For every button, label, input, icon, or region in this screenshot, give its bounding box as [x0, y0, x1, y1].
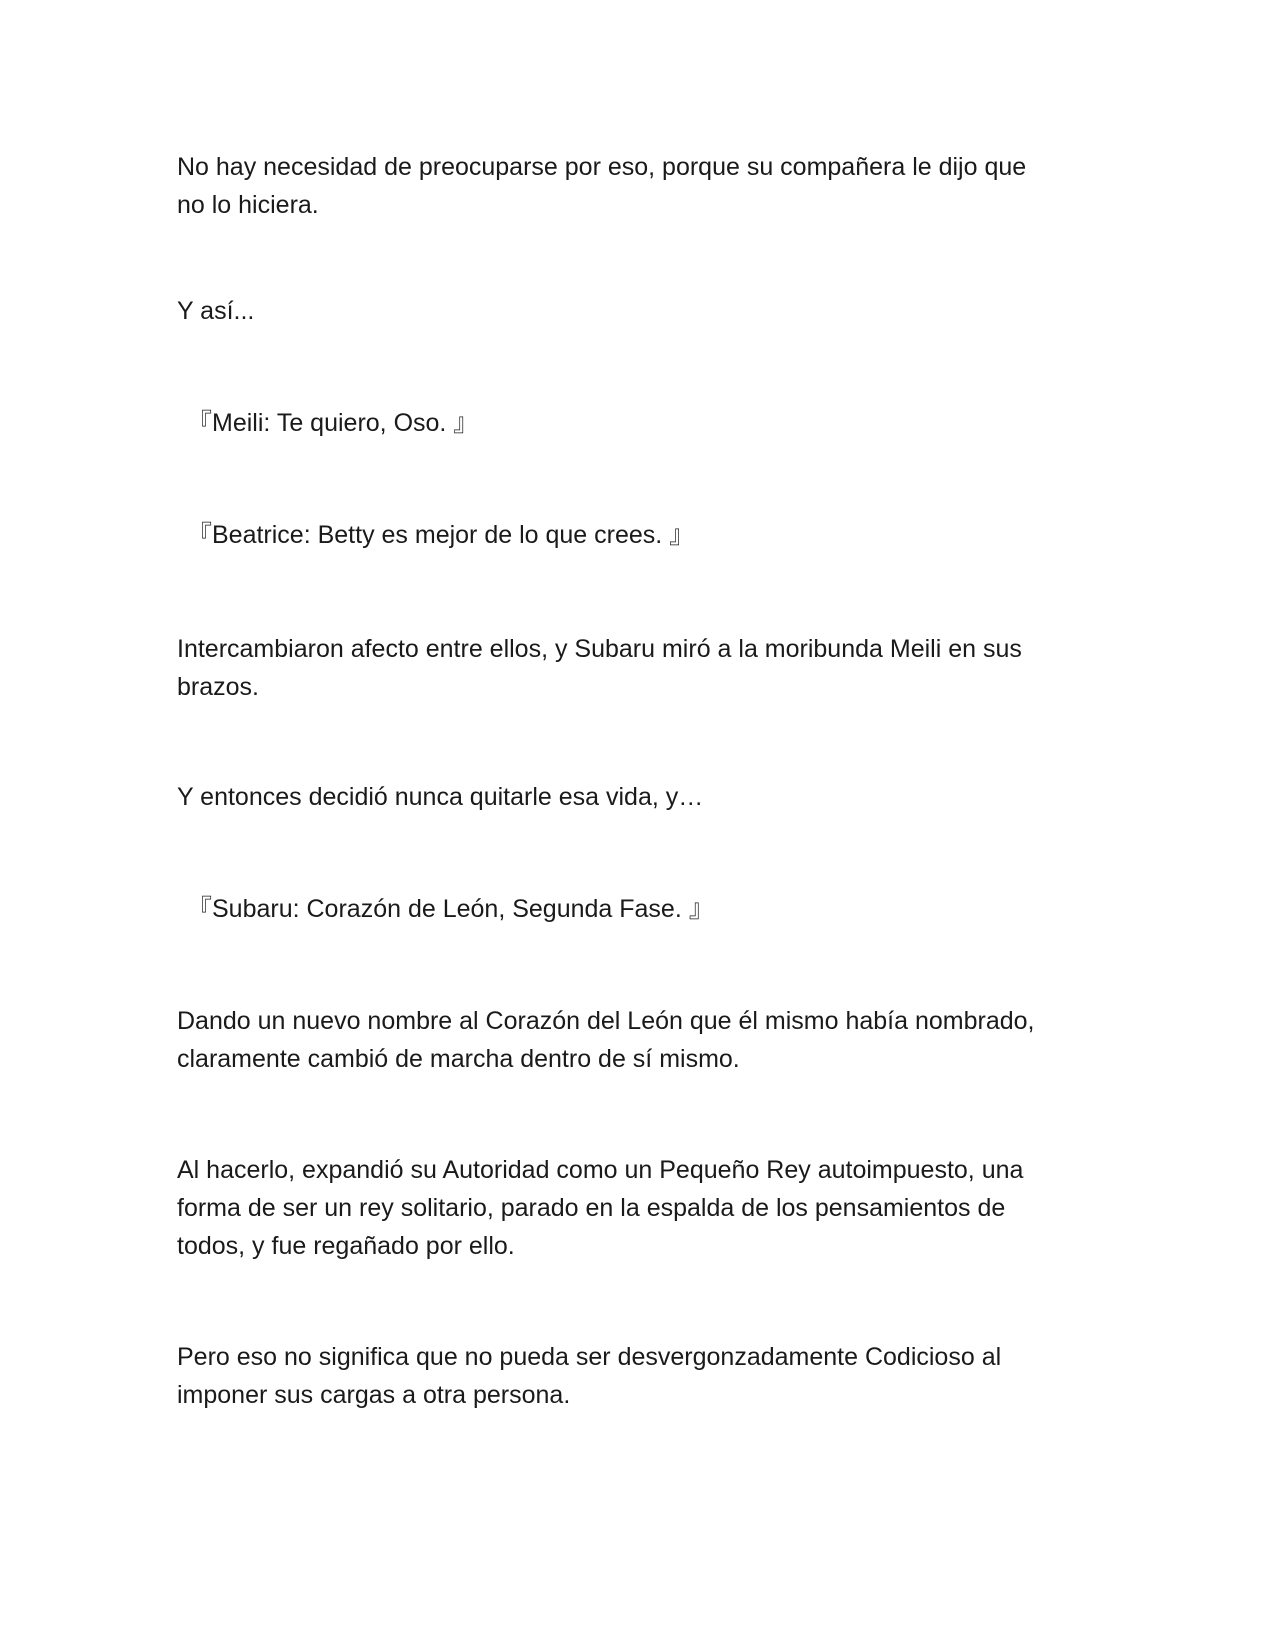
- paragraph-intercambiaron: [177, 630, 1107, 706]
- dialogue-beatrice: [187, 516, 1117, 554]
- text-line: No hay necesidad de preocuparse por eso, porque su compañera le dijo que: [177, 153, 1027, 181]
- text-line: Pero eso no significa que no pueda ser desvergonzadamente Codicioso al: [177, 1343, 1002, 1371]
- text-line: 『Subaru: Corazón de León, Segunda Fase. 』: [187, 895, 714, 923]
- text-line: Y entonces decidió nunca quitarle esa vida, y…: [177, 783, 704, 811]
- text-line: Al hacerlo, expandió su Autoridad como un Pequeño Rey autoimpuesto, una: [177, 1156, 1024, 1184]
- paragraph-pero-eso: [177, 1338, 1107, 1414]
- dialogue-meili: [187, 404, 1117, 442]
- text-line: claramente cambió de marcha dentro de sí mismo.: [177, 1045, 740, 1073]
- text-line: brazos.: [177, 673, 259, 701]
- text-line: 『Beatrice: Betty es mejor de lo que crees. 』: [187, 521, 695, 549]
- text-line: Dando un nuevo nombre al Corazón del León que él mismo había nombrado,: [177, 1007, 1035, 1035]
- paragraph-dando-nombre: [177, 1002, 1107, 1078]
- text-line: 『Meili: Te quiero, Oso. 』: [187, 409, 479, 437]
- text-line: no lo hiciera.: [177, 191, 319, 219]
- text-line: forma de ser un rey solitario, parado en la espalda de los pensamientos de: [177, 1194, 1006, 1222]
- text-line: Y así...: [177, 297, 255, 325]
- paragraph-al-hacerlo: [177, 1151, 1107, 1265]
- dialogue-subaru: [187, 890, 1117, 928]
- text-line: todos, y fue regañado por ello.: [177, 1232, 515, 1260]
- paragraph-y-asi: [177, 292, 1107, 330]
- paragraph-no-necesidad: [177, 148, 1107, 224]
- text-line: imponer sus cargas a otra persona.: [177, 1381, 571, 1409]
- paragraph-y-entonces: [177, 778, 1107, 816]
- text-line: Intercambiaron afecto entre ellos, y Subaru miró a la moribunda Meili en sus: [177, 635, 1022, 663]
